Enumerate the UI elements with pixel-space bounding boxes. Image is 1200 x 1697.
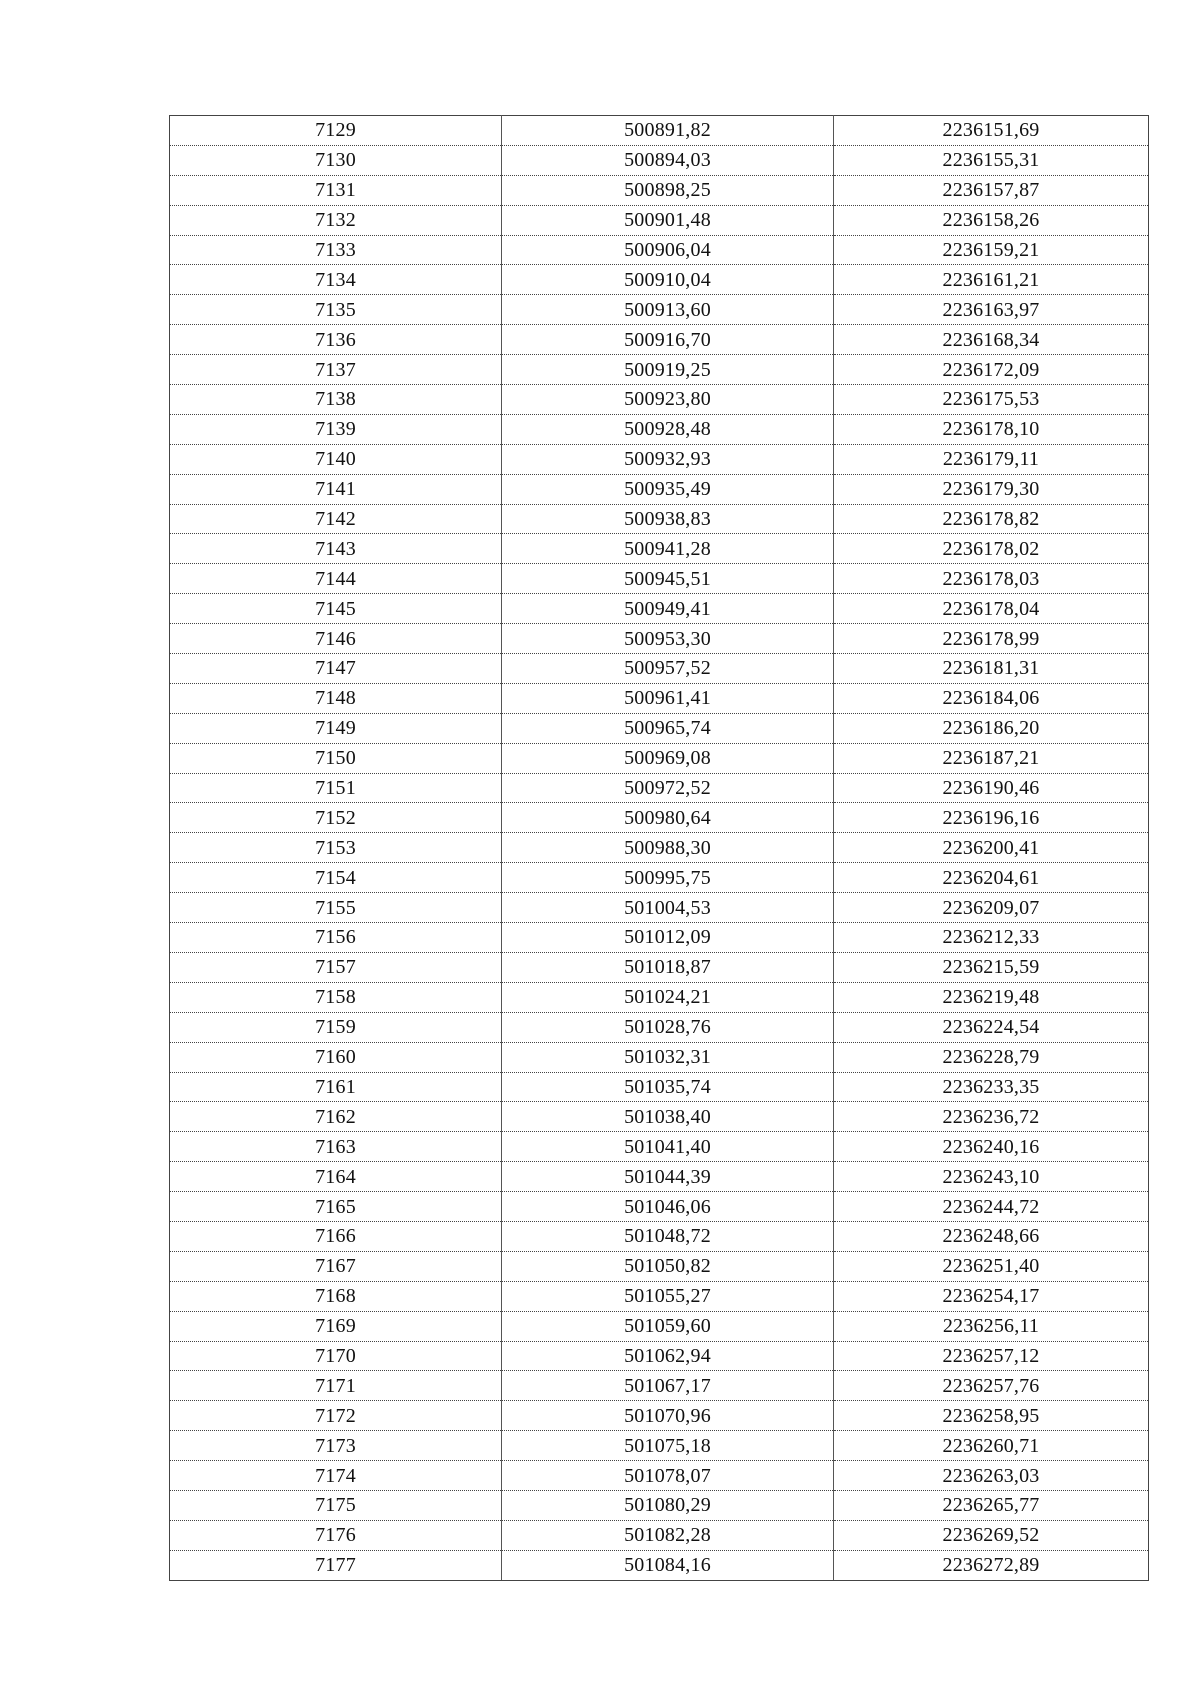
x-coordinate-cell: 501067,17 bbox=[502, 1371, 834, 1401]
table-row bbox=[170, 1072, 1149, 1102]
x-coordinate-cell: 501075,18 bbox=[502, 1431, 834, 1461]
y-coordinate-cell: 2236155,31 bbox=[834, 145, 1149, 175]
x-coordinate-cell: 500980,64 bbox=[502, 803, 834, 833]
point-number-cell: 7158 bbox=[170, 982, 502, 1012]
y-coordinate-cell: 2236151,69 bbox=[834, 116, 1149, 146]
x-coordinate-cell: 501018,87 bbox=[502, 952, 834, 982]
table-row bbox=[170, 1221, 1149, 1251]
y-coordinate-cell: 2236248,66 bbox=[834, 1221, 1149, 1251]
y-coordinate-cell: 2236181,31 bbox=[834, 654, 1149, 684]
table-row bbox=[170, 893, 1149, 923]
y-coordinate-cell: 2236263,03 bbox=[834, 1461, 1149, 1491]
y-coordinate-cell: 2236257,12 bbox=[834, 1341, 1149, 1371]
y-coordinate-cell: 2236272,89 bbox=[834, 1550, 1149, 1580]
table-row bbox=[170, 683, 1149, 713]
point-number-cell: 7155 bbox=[170, 893, 502, 923]
table-row bbox=[170, 235, 1149, 265]
point-number-cell: 7129 bbox=[170, 116, 502, 146]
point-number-cell: 7138 bbox=[170, 385, 502, 415]
table-row bbox=[170, 1192, 1149, 1222]
y-coordinate-cell: 2236178,03 bbox=[834, 564, 1149, 594]
table-row bbox=[170, 265, 1149, 295]
x-coordinate-cell: 500972,52 bbox=[502, 773, 834, 803]
table-row bbox=[170, 175, 1149, 205]
y-coordinate-cell: 2236163,97 bbox=[834, 295, 1149, 325]
y-coordinate-cell: 2236179,30 bbox=[834, 474, 1149, 504]
table-row bbox=[170, 385, 1149, 415]
x-coordinate-cell: 501044,39 bbox=[502, 1162, 834, 1192]
y-coordinate-cell: 2236159,21 bbox=[834, 235, 1149, 265]
x-coordinate-cell: 500932,93 bbox=[502, 444, 834, 474]
point-number-cell: 7143 bbox=[170, 534, 502, 564]
point-number-cell: 7157 bbox=[170, 952, 502, 982]
x-coordinate-cell: 501082,28 bbox=[502, 1520, 834, 1550]
point-number-cell: 7171 bbox=[170, 1371, 502, 1401]
point-number-cell: 7147 bbox=[170, 654, 502, 684]
x-coordinate-cell: 501080,29 bbox=[502, 1490, 834, 1520]
x-coordinate-cell: 501032,31 bbox=[502, 1042, 834, 1072]
y-coordinate-cell: 2236204,61 bbox=[834, 863, 1149, 893]
y-coordinate-cell: 2236168,34 bbox=[834, 325, 1149, 355]
point-number-cell: 7141 bbox=[170, 474, 502, 504]
table-row bbox=[170, 534, 1149, 564]
point-number-cell: 7154 bbox=[170, 863, 502, 893]
coordinates-table bbox=[169, 115, 1149, 1581]
table-row bbox=[170, 773, 1149, 803]
point-number-cell: 7132 bbox=[170, 205, 502, 235]
table-row bbox=[170, 1341, 1149, 1371]
x-coordinate-cell: 500923,80 bbox=[502, 385, 834, 415]
table-row bbox=[170, 624, 1149, 654]
point-number-cell: 7131 bbox=[170, 175, 502, 205]
x-coordinate-cell: 501028,76 bbox=[502, 1012, 834, 1042]
point-number-cell: 7139 bbox=[170, 414, 502, 444]
x-coordinate-cell: 500953,30 bbox=[502, 624, 834, 654]
y-coordinate-cell: 2236219,48 bbox=[834, 982, 1149, 1012]
point-number-cell: 7153 bbox=[170, 833, 502, 863]
x-coordinate-cell: 501035,74 bbox=[502, 1072, 834, 1102]
table-row bbox=[170, 1251, 1149, 1281]
y-coordinate-cell: 2236212,33 bbox=[834, 923, 1149, 953]
y-coordinate-cell: 2236175,53 bbox=[834, 385, 1149, 415]
point-number-cell: 7166 bbox=[170, 1221, 502, 1251]
x-coordinate-cell: 501062,94 bbox=[502, 1341, 834, 1371]
y-coordinate-cell: 2236178,99 bbox=[834, 624, 1149, 654]
x-coordinate-cell: 500988,30 bbox=[502, 833, 834, 863]
x-coordinate-cell: 500965,74 bbox=[502, 713, 834, 743]
point-number-cell: 7136 bbox=[170, 325, 502, 355]
x-coordinate-cell: 501078,07 bbox=[502, 1461, 834, 1491]
table-row bbox=[170, 803, 1149, 833]
point-number-cell: 7164 bbox=[170, 1162, 502, 1192]
y-coordinate-cell: 2236265,77 bbox=[834, 1490, 1149, 1520]
y-coordinate-cell: 2236240,16 bbox=[834, 1132, 1149, 1162]
y-coordinate-cell: 2236196,16 bbox=[834, 803, 1149, 833]
point-number-cell: 7161 bbox=[170, 1072, 502, 1102]
x-coordinate-cell: 500961,41 bbox=[502, 683, 834, 713]
table-row bbox=[170, 325, 1149, 355]
table-row bbox=[170, 1490, 1149, 1520]
y-coordinate-cell: 2236187,21 bbox=[834, 743, 1149, 773]
x-coordinate-cell: 500995,75 bbox=[502, 863, 834, 893]
table-row bbox=[170, 1012, 1149, 1042]
table-row bbox=[170, 444, 1149, 474]
y-coordinate-cell: 2236215,59 bbox=[834, 952, 1149, 982]
table-row bbox=[170, 1132, 1149, 1162]
y-coordinate-cell: 2236190,46 bbox=[834, 773, 1149, 803]
point-number-cell: 7174 bbox=[170, 1461, 502, 1491]
table-row bbox=[170, 1102, 1149, 1132]
y-coordinate-cell: 2236251,40 bbox=[834, 1251, 1149, 1281]
y-coordinate-cell: 2236236,72 bbox=[834, 1102, 1149, 1132]
x-coordinate-cell: 500916,70 bbox=[502, 325, 834, 355]
point-number-cell: 7170 bbox=[170, 1341, 502, 1371]
point-number-cell: 7169 bbox=[170, 1311, 502, 1341]
y-coordinate-cell: 2236224,54 bbox=[834, 1012, 1149, 1042]
y-coordinate-cell: 2236186,20 bbox=[834, 713, 1149, 743]
point-number-cell: 7146 bbox=[170, 624, 502, 654]
x-coordinate-cell: 501048,72 bbox=[502, 1221, 834, 1251]
x-coordinate-cell: 500910,04 bbox=[502, 265, 834, 295]
table-row bbox=[170, 1311, 1149, 1341]
table-row bbox=[170, 833, 1149, 863]
table-row bbox=[170, 474, 1149, 504]
point-number-cell: 7176 bbox=[170, 1520, 502, 1550]
table-row bbox=[170, 1042, 1149, 1072]
y-coordinate-cell: 2236258,95 bbox=[834, 1401, 1149, 1431]
point-number-cell: 7137 bbox=[170, 355, 502, 385]
x-coordinate-cell: 500894,03 bbox=[502, 145, 834, 175]
x-coordinate-cell: 501041,40 bbox=[502, 1132, 834, 1162]
x-coordinate-cell: 500919,25 bbox=[502, 355, 834, 385]
point-number-cell: 7144 bbox=[170, 564, 502, 594]
y-coordinate-cell: 2236200,41 bbox=[834, 833, 1149, 863]
table-row bbox=[170, 564, 1149, 594]
table-row bbox=[170, 355, 1149, 385]
y-coordinate-cell: 2236233,35 bbox=[834, 1072, 1149, 1102]
x-coordinate-cell: 500969,08 bbox=[502, 743, 834, 773]
x-coordinate-cell: 500891,82 bbox=[502, 116, 834, 146]
y-coordinate-cell: 2236178,10 bbox=[834, 414, 1149, 444]
x-coordinate-cell: 500901,48 bbox=[502, 205, 834, 235]
y-coordinate-cell: 2236269,52 bbox=[834, 1520, 1149, 1550]
point-number-cell: 7160 bbox=[170, 1042, 502, 1072]
x-coordinate-cell: 500957,52 bbox=[502, 654, 834, 684]
y-coordinate-cell: 2236254,17 bbox=[834, 1281, 1149, 1311]
table-row bbox=[170, 654, 1149, 684]
point-number-cell: 7163 bbox=[170, 1132, 502, 1162]
point-number-cell: 7152 bbox=[170, 803, 502, 833]
point-number-cell: 7133 bbox=[170, 235, 502, 265]
y-coordinate-cell: 2236178,04 bbox=[834, 594, 1149, 624]
x-coordinate-cell: 500935,49 bbox=[502, 474, 834, 504]
point-number-cell: 7162 bbox=[170, 1102, 502, 1132]
x-coordinate-cell: 501024,21 bbox=[502, 982, 834, 1012]
table-row bbox=[170, 982, 1149, 1012]
point-number-cell: 7156 bbox=[170, 923, 502, 953]
x-coordinate-cell: 501059,60 bbox=[502, 1311, 834, 1341]
point-number-cell: 7159 bbox=[170, 1012, 502, 1042]
y-coordinate-cell: 2236158,26 bbox=[834, 205, 1149, 235]
x-coordinate-cell: 501055,27 bbox=[502, 1281, 834, 1311]
x-coordinate-cell: 500941,28 bbox=[502, 534, 834, 564]
table-row bbox=[170, 1401, 1149, 1431]
x-coordinate-cell: 500906,04 bbox=[502, 235, 834, 265]
x-coordinate-cell: 500913,60 bbox=[502, 295, 834, 325]
x-coordinate-cell: 501046,06 bbox=[502, 1192, 834, 1222]
y-coordinate-cell: 2236161,21 bbox=[834, 265, 1149, 295]
table-row bbox=[170, 713, 1149, 743]
y-coordinate-cell: 2236157,87 bbox=[834, 175, 1149, 205]
point-number-cell: 7135 bbox=[170, 295, 502, 325]
table-row bbox=[170, 1550, 1149, 1580]
point-number-cell: 7177 bbox=[170, 1550, 502, 1580]
x-coordinate-cell: 500898,25 bbox=[502, 175, 834, 205]
table-row bbox=[170, 205, 1149, 235]
y-coordinate-cell: 2236178,82 bbox=[834, 504, 1149, 534]
point-number-cell: 7175 bbox=[170, 1490, 502, 1520]
point-number-cell: 7145 bbox=[170, 594, 502, 624]
point-number-cell: 7172 bbox=[170, 1401, 502, 1431]
y-coordinate-cell: 2236209,07 bbox=[834, 893, 1149, 923]
table-row bbox=[170, 504, 1149, 534]
table-row bbox=[170, 1520, 1149, 1550]
point-number-cell: 7142 bbox=[170, 504, 502, 534]
y-coordinate-cell: 2236243,10 bbox=[834, 1162, 1149, 1192]
table-row bbox=[170, 743, 1149, 773]
point-number-cell: 7130 bbox=[170, 145, 502, 175]
x-coordinate-cell: 500928,48 bbox=[502, 414, 834, 444]
point-number-cell: 7140 bbox=[170, 444, 502, 474]
x-coordinate-cell: 501038,40 bbox=[502, 1102, 834, 1132]
table-row bbox=[170, 594, 1149, 624]
point-number-cell: 7151 bbox=[170, 773, 502, 803]
point-number-cell: 7173 bbox=[170, 1431, 502, 1461]
point-number-cell: 7168 bbox=[170, 1281, 502, 1311]
y-coordinate-cell: 2236179,11 bbox=[834, 444, 1149, 474]
y-coordinate-cell: 2236260,71 bbox=[834, 1431, 1149, 1461]
y-coordinate-cell: 2236184,06 bbox=[834, 683, 1149, 713]
table-row bbox=[170, 1431, 1149, 1461]
point-number-cell: 7149 bbox=[170, 713, 502, 743]
table-row bbox=[170, 1281, 1149, 1311]
point-number-cell: 7148 bbox=[170, 683, 502, 713]
y-coordinate-cell: 2236257,76 bbox=[834, 1371, 1149, 1401]
x-coordinate-cell: 501012,09 bbox=[502, 923, 834, 953]
y-coordinate-cell: 2236244,72 bbox=[834, 1192, 1149, 1222]
table-row bbox=[170, 923, 1149, 953]
point-number-cell: 7150 bbox=[170, 743, 502, 773]
table-row bbox=[170, 1461, 1149, 1491]
point-number-cell: 7134 bbox=[170, 265, 502, 295]
x-coordinate-cell: 501004,53 bbox=[502, 893, 834, 923]
x-coordinate-cell: 500949,41 bbox=[502, 594, 834, 624]
table-row bbox=[170, 116, 1149, 146]
y-coordinate-cell: 2236228,79 bbox=[834, 1042, 1149, 1072]
point-number-cell: 7165 bbox=[170, 1192, 502, 1222]
y-coordinate-cell: 2236256,11 bbox=[834, 1311, 1149, 1341]
table-row bbox=[170, 863, 1149, 893]
x-coordinate-cell: 500945,51 bbox=[502, 564, 834, 594]
table-row bbox=[170, 145, 1149, 175]
x-coordinate-cell: 501050,82 bbox=[502, 1251, 834, 1281]
y-coordinate-cell: 2236178,02 bbox=[834, 534, 1149, 564]
x-coordinate-cell: 501070,96 bbox=[502, 1401, 834, 1431]
table-row bbox=[170, 1371, 1149, 1401]
x-coordinate-cell: 501084,16 bbox=[502, 1550, 834, 1580]
coordinates-table-body bbox=[170, 116, 1149, 1581]
x-coordinate-cell: 500938,83 bbox=[502, 504, 834, 534]
table-row bbox=[170, 952, 1149, 982]
y-coordinate-cell: 2236172,09 bbox=[834, 355, 1149, 385]
table-row bbox=[170, 1162, 1149, 1192]
point-number-cell: 7167 bbox=[170, 1251, 502, 1281]
table-row bbox=[170, 414, 1149, 444]
table-row bbox=[170, 295, 1149, 325]
